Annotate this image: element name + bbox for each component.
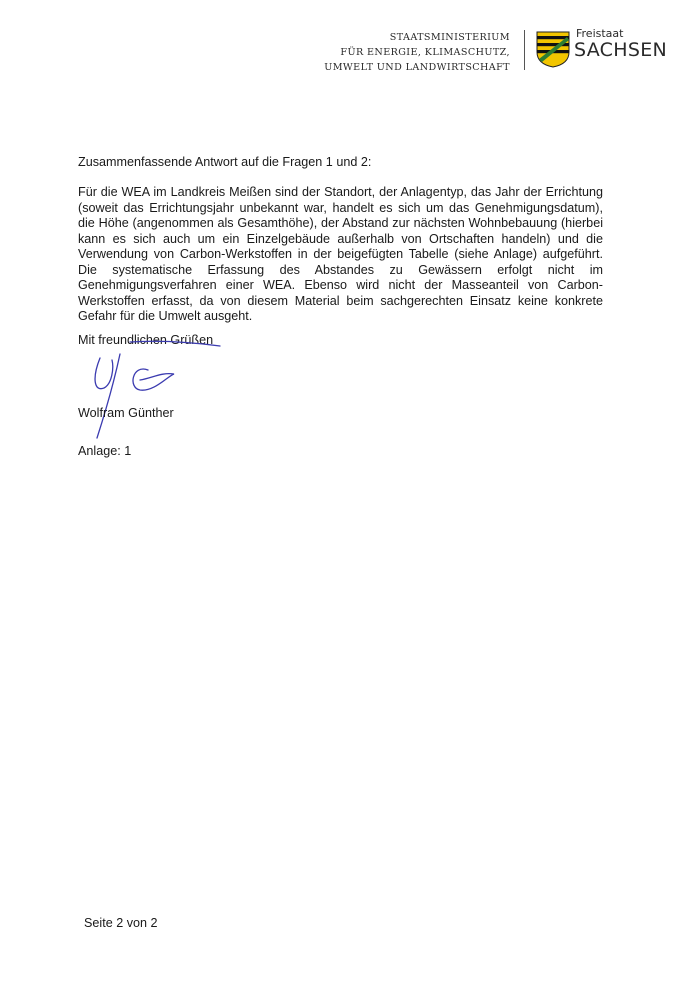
page-number: Seite 2 von 2 <box>84 916 158 930</box>
letter-closing: Mit freundlichen Grüßen <box>78 333 214 347</box>
handwritten-signature <box>70 330 240 445</box>
letterhead-divider <box>524 30 525 70</box>
letterhead-ministry <box>324 30 510 75</box>
state-prefix: Freistaat <box>576 27 624 40</box>
state-name: SACHSEN <box>574 39 668 61</box>
signer-name: Wolfram Günther <box>78 406 174 420</box>
letter-heading: Zusammenfassende Antwort auf die Fragen 1 und 2: <box>78 155 372 169</box>
letter-body: Für die WEA im Landkreis Meißen sind der Standort, der Anlagentyp, das Jahr der Errichtung (soweit das Errichtungsjahr unbekannt war, handelt es sich um das Genehmigungsdatum), die Höhe (angenommen als Gesamthöhe), der Abstand zur nächsten Wohnbebauung (hierbei kann es sich auch um ein Einzelgebäude außerhalb von Ortschaften handeln) und die Verwendung von Carbon-Werkstoffen in der beigefügten Tabelle (siehe Anlage) aufgeführt. Die systematische Erfassung des Abstandes zu Gewässern erfolgt nicht im Genehmigungsverfahren einer WEA. Ebenso wird nicht der Masseanteil von Carbon-Werkstoffen erfasst, da von diesem Material beim sachgerechten Einsatz keine konkrete Gefahr für die Umwelt ausgeht. <box>78 185 603 323</box>
ministry-line-3: UMWELT UND LANDWIRTSCHAFT <box>324 62 510 73</box>
saxony-crest-icon <box>535 30 571 68</box>
attachment-note: Anlage: 1 <box>78 444 132 458</box>
ministry-line-2: FÜR ENERGIE, KLIMASCHUTZ, <box>340 47 510 58</box>
ministry-line-1: STAATSMINISTERIUM <box>389 32 510 43</box>
